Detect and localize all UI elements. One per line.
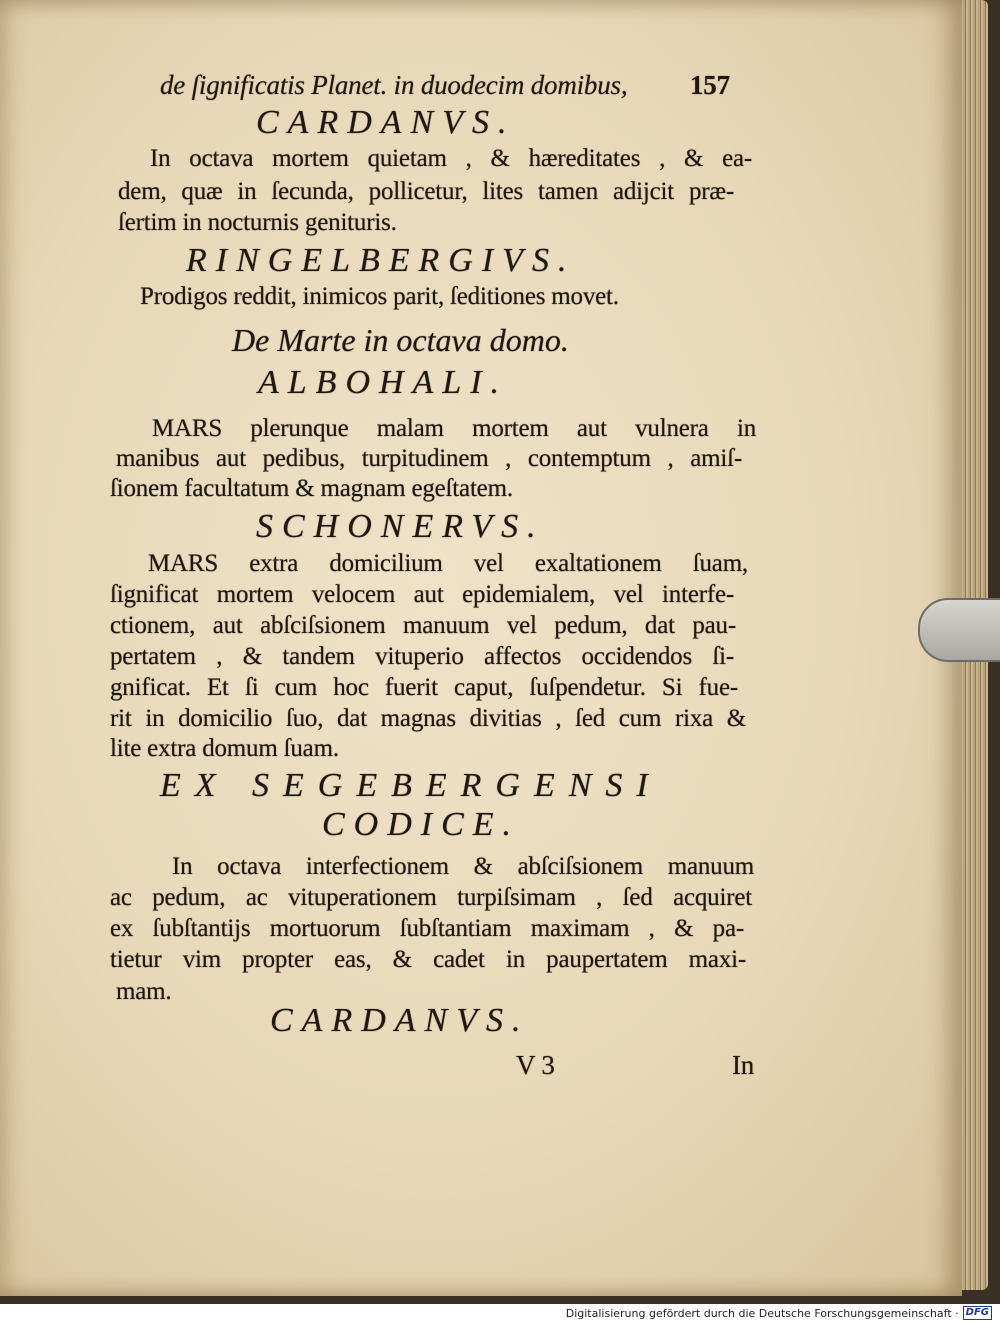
footer	[566, 1306, 992, 1320]
text-line: ac pedum, ac vituperationem turpiſsimam , ſed acquiret	[110, 884, 752, 911]
text-line: tietur vim propter eas, & cadet in paupertatem maxi-	[110, 946, 746, 973]
text-line: ſertim in nocturnis genituris.	[118, 209, 397, 236]
text-line: In octava mortem quietam , & hæreditates , & ea-	[150, 145, 752, 172]
text-line: lite extra domum ſuam.	[110, 735, 339, 762]
text-line: ſignificat mortem velocem aut epidemialem, vel interfe-	[110, 581, 734, 608]
page-clip	[918, 598, 1000, 662]
text-line: gnificat. Et ſi cum hoc fuerit caput, ſuſpendetur. Si fue-	[110, 674, 738, 701]
heading-schonerus: SCHONERVS.	[256, 508, 545, 545]
heading-albohali: ALBOHALI.	[258, 364, 509, 401]
heading-ex-segebergensi: EX SEGEBERGENSI	[160, 767, 662, 804]
text-line: MARS extra domicilium vel exaltationem ſuam,	[148, 550, 748, 577]
text-line: In octava interfectionem & abſciſsionem manuum	[172, 853, 754, 880]
catchword: In	[732, 1050, 755, 1080]
text-line: ctionem, aut abſciſsionem manuum vel pedum, dat pau-	[110, 612, 736, 639]
text-line: manibus aut pedibus, turpitudinem , contemptum , amiſ-	[116, 445, 742, 472]
text-line: mam.	[116, 978, 172, 1005]
heading-cardanus: CARDANVS.	[270, 1002, 530, 1039]
running-head: de ſignificatis Planet. in duodecim domibus,	[160, 70, 628, 100]
heading-codice: CODICE.	[322, 806, 521, 843]
text-line: Prodigos reddit, inimicos parit, ſeditiones movet.	[140, 283, 619, 310]
page-number: 157	[690, 70, 730, 100]
text-line: ex ſubſtantijs mortuorum ſubſtantiam maximam , & pa-	[110, 915, 744, 942]
subtitle: De Marte in octava domo.	[232, 322, 569, 358]
text-line: ſionem facultatum & magnam egeſtatem.	[110, 475, 513, 502]
text-line: rit in domicilio ſuo, dat magnas divitias , ſed cum rixa &	[110, 705, 746, 732]
heading-cardanus: CARDANVS.	[256, 104, 516, 141]
dfg-logo: DFG	[963, 1306, 992, 1320]
text-line: pertatem , & tandem vituperio affectos occidendos ſi-	[110, 643, 734, 670]
signature-mark: V 3	[516, 1050, 555, 1080]
text-line: dem, quæ in ſecunda, pollicetur, lites tamen adijcit præ-	[118, 178, 734, 205]
heading-ringelbergius: RINGELBERGIVS.	[186, 242, 576, 279]
footer-text: Digitalisierung gefördert durch die Deutsche Forschungsgemeinschaft ·	[565, 1306, 959, 1320]
text-line: MARS plerunque malam mortem aut vulnera in	[152, 415, 756, 442]
